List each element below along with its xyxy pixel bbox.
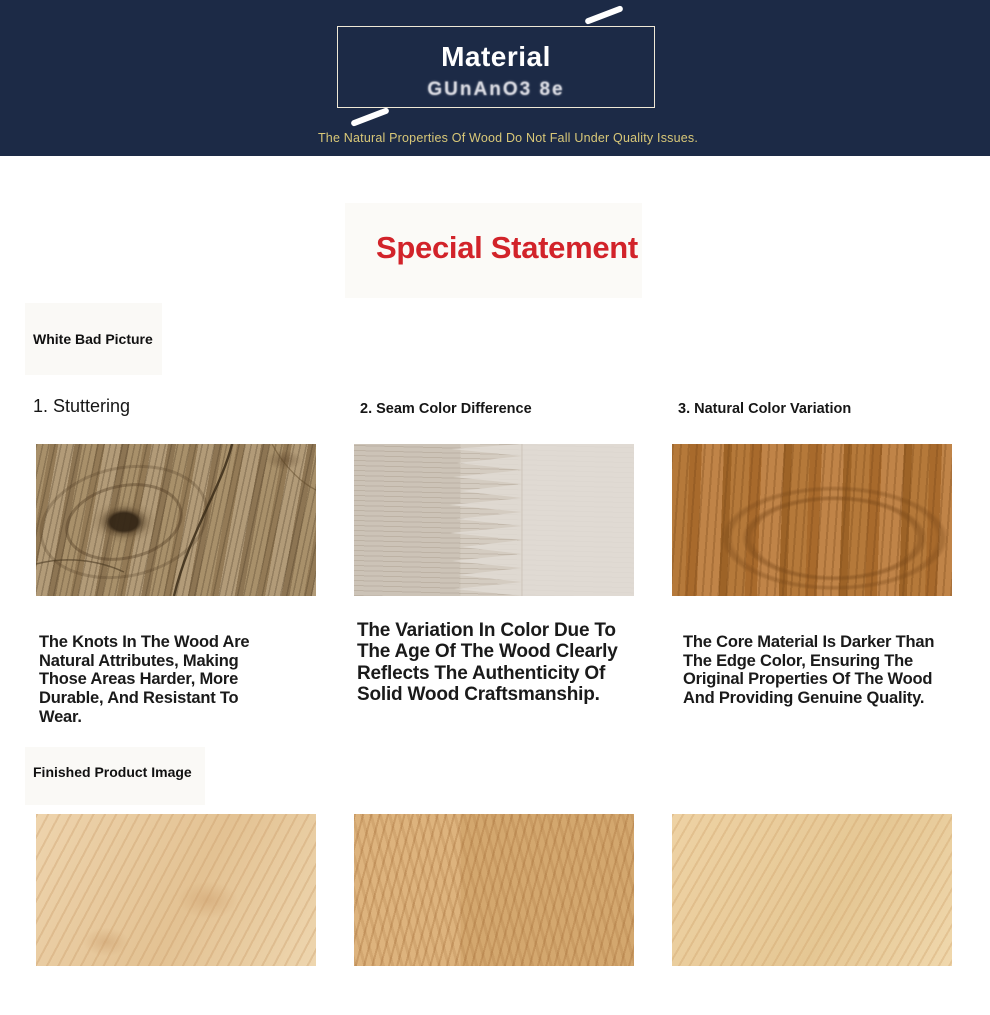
finished-product-label: Finished Product Image [33,764,192,780]
finished-product-image-1 [36,814,316,966]
finger-joint-seam-overlay [354,444,634,596]
decorative-slash-icon [584,5,623,25]
decorative-slash-icon [350,107,389,127]
header-band [0,0,990,156]
defect-heading-stuttering: 1. Stuttering [33,396,131,416]
defect-description-stuttering: The Knots In The Wood Are Natural Attributes, Making Those Areas Harder, More Durable, And Resistant To Wear. [39,633,250,726]
defect-image-seam-color [354,444,634,596]
defect-image-color-variation [672,444,952,596]
defect-heading-color-variation: 3. Natural Color Variation [678,401,852,417]
distorted-subtitle: GUnAnO3 8e [427,79,565,100]
defect-description-color-variation: The Core Material Is Darker Than The Edge Color, Ensuring The Original Properties Of The Wood And Providing Genuine Quality. [683,633,935,707]
special-statement-title: Special Statement [376,230,638,265]
section-title: Material [441,41,551,72]
defect-image-stuttering [36,444,316,596]
material-title-box [337,26,655,108]
defect-heading-seam-color: 2. Seam Color Difference [360,401,532,417]
bad-picture-label: White Bad Picture [33,331,153,347]
header-tagline: The Natural Properties Of Wood Do Not Fall Under Quality Issues. [317,131,699,145]
finished-product-image-3 [672,814,952,966]
defect-description-seam-color: The Variation In Color Due To The Age Of The Wood Clearly Reflects The Authenticity Of Solid Wood Craftsmanship. [357,620,618,705]
wood-knot-crack-overlay [36,444,316,596]
finished-product-image-2 [354,814,634,966]
